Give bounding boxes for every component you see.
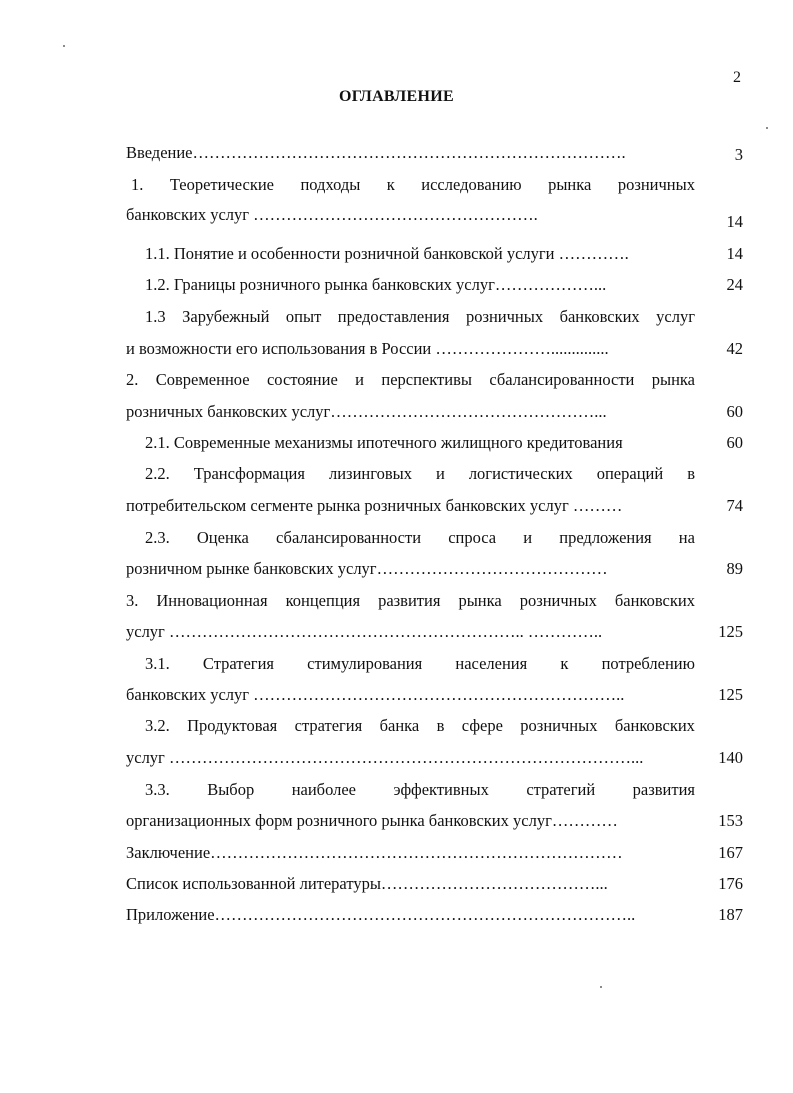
toc-word: состояние <box>266 370 338 389</box>
toc-intro-text: Введение……………………………………………………………………. <box>126 143 626 162</box>
toc-word: Инновационная <box>156 591 268 610</box>
toc-word: 2. <box>126 370 139 389</box>
toc-s12-page: 24 <box>726 275 743 294</box>
toc-ch3-line2: услуг ……………………………………………………….. ………….. <box>126 622 603 641</box>
toc-word: 2.3. <box>145 528 170 547</box>
toc-word: концепция <box>285 591 361 610</box>
toc-word: рынка <box>651 370 695 389</box>
toc-ch3-line1 <box>126 591 695 611</box>
toc-appendix-page: 187 <box>718 905 743 924</box>
toc-s12-text: 1.2. Границы розничного рынка банковских услуг………………... <box>145 275 607 294</box>
toc-word: лизинговых <box>328 464 412 483</box>
toc-word: исследованию <box>421 175 522 194</box>
toc-word: Продуктовая <box>187 716 278 735</box>
toc-references-page: 176 <box>718 874 743 893</box>
toc-s13-line1 <box>145 307 695 327</box>
toc-intro-page: 3 <box>734 145 743 164</box>
toc-word: рынка <box>458 591 502 610</box>
toc-ch2-line2: розничных банковских услуг…………………………………………... <box>126 402 607 421</box>
toc-word: стимулирования <box>307 654 423 673</box>
toc-word: 1.3 <box>145 307 166 326</box>
toc-word: перспективы <box>381 370 472 389</box>
toc-word: подходы <box>300 175 361 194</box>
toc-s13-line2: и возможности его использования в России ………………….............. <box>126 339 609 358</box>
toc-s22-page: 74 <box>726 496 743 515</box>
toc-word: Оценка <box>196 528 249 547</box>
toc-word: банка <box>379 716 420 735</box>
toc-s32-line1 <box>145 716 695 736</box>
toc-word: 3.3. <box>145 780 170 799</box>
toc-conclusion-page: 167 <box>718 843 743 862</box>
toc-word: к <box>560 654 569 673</box>
toc-word: Зарубежный <box>182 307 270 326</box>
toc-s23-line2: розничном рынке банковских услуг…………………………………… <box>126 559 608 578</box>
toc-word: 3. <box>126 591 139 610</box>
toc-word: предоставления <box>337 307 450 326</box>
toc-word: Стратегия <box>202 654 274 673</box>
toc-s31-line2: банковских услуг ………………………………………………………….. <box>126 685 625 704</box>
toc-word: рынка <box>548 175 592 194</box>
toc-word: 3.2. <box>145 716 170 735</box>
toc-word: операций <box>596 464 664 483</box>
toc-ch3-page: 125 <box>718 622 743 641</box>
toc-s32-line2: услуг …………………………………………………………………………... <box>126 748 644 767</box>
toc-word: розничных <box>520 716 598 735</box>
toc-word: и <box>523 528 533 547</box>
toc-word: розничных <box>465 307 544 326</box>
toc-word: стратегий <box>526 780 596 799</box>
toc-s33-page: 153 <box>718 811 743 830</box>
toc-s31-line1 <box>145 654 695 674</box>
toc-word: банковских <box>559 307 640 326</box>
toc-word: 1. <box>131 175 144 194</box>
toc-s23-line1 <box>145 528 695 548</box>
toc-word: банковских <box>614 716 695 735</box>
toc-word: 2.2. <box>145 464 170 483</box>
toc-word: банковских <box>614 591 695 610</box>
toc-word: розничных <box>519 591 597 610</box>
toc-word: населения <box>455 654 528 673</box>
toc-s21-text: 2.1. Современные механизмы ипотечного жилищного кредитования <box>145 433 623 452</box>
page-title: ОГЛАВЛЕНИЕ <box>339 88 454 105</box>
toc-word: сфере <box>461 716 503 735</box>
toc-word: Теоретические <box>169 175 274 194</box>
toc-word: стратегия <box>294 716 363 735</box>
toc-word: наиболее <box>291 780 356 799</box>
toc-s11-page: 14 <box>726 244 743 263</box>
toc-word: и <box>355 370 364 389</box>
toc-ch2-page: 60 <box>726 402 743 421</box>
toc-ch1-line2: банковских услуг ……………………………………………. <box>126 205 538 224</box>
toc-word: Современное <box>155 370 250 389</box>
toc-references-text: Список использованной литературы…………………………………... <box>126 874 608 893</box>
toc-ch1-line1 <box>131 175 695 195</box>
toc-word: и <box>435 464 445 483</box>
toc-appendix-text: Приложение………………………………………………………………….. <box>126 905 636 924</box>
toc-ch1-page: 14 <box>726 212 743 231</box>
toc-s22-line1 <box>145 464 695 484</box>
toc-word: услуг <box>656 307 695 326</box>
toc-word: 3.1. <box>145 654 170 673</box>
toc-word: развития <box>632 780 695 799</box>
toc-word: сбалансированности <box>276 528 422 547</box>
toc-word: логистических <box>468 464 573 483</box>
toc-word: к <box>386 175 395 194</box>
toc-word: Выбор <box>207 780 255 799</box>
scan-speck <box>600 986 602 988</box>
toc-word: сбалансированности <box>489 370 635 389</box>
toc-word: в <box>436 716 445 735</box>
toc-s13-page: 42 <box>726 339 743 358</box>
toc-s31-page: 125 <box>718 685 743 704</box>
toc-s33-line2: организационных форм розничного рынка банковских услуг………… <box>126 811 618 830</box>
toc-word: предложения <box>559 528 652 547</box>
toc-word: розничных <box>617 175 695 194</box>
page-number: 2 <box>733 69 741 86</box>
toc-s32-page: 140 <box>718 748 743 767</box>
toc-ch2-line1 <box>126 370 695 390</box>
toc-word: потреблению <box>601 654 695 673</box>
toc-word: Трансформация <box>193 464 305 483</box>
toc-word: в <box>687 464 695 483</box>
toc-word: опыт <box>285 307 322 326</box>
toc-word: развития <box>378 591 441 610</box>
toc-word: эффективных <box>393 780 489 799</box>
scan-speck <box>63 45 65 47</box>
toc-conclusion-text: Заключение………………………………………………………………… <box>126 843 623 862</box>
toc-s23-page: 89 <box>726 559 743 578</box>
scan-speck <box>766 127 768 129</box>
toc-word: на <box>678 528 695 547</box>
toc-s11-text: 1.1. Понятие и особенности розничной банковской услуги …………. <box>145 244 629 263</box>
toc-s22-line2: потребительском сегменте рынка розничных банковских услуг ……… <box>126 496 623 515</box>
toc-word: спроса <box>448 528 497 547</box>
toc-s33-line1 <box>145 780 695 800</box>
toc-s21-page: 60 <box>726 433 743 452</box>
